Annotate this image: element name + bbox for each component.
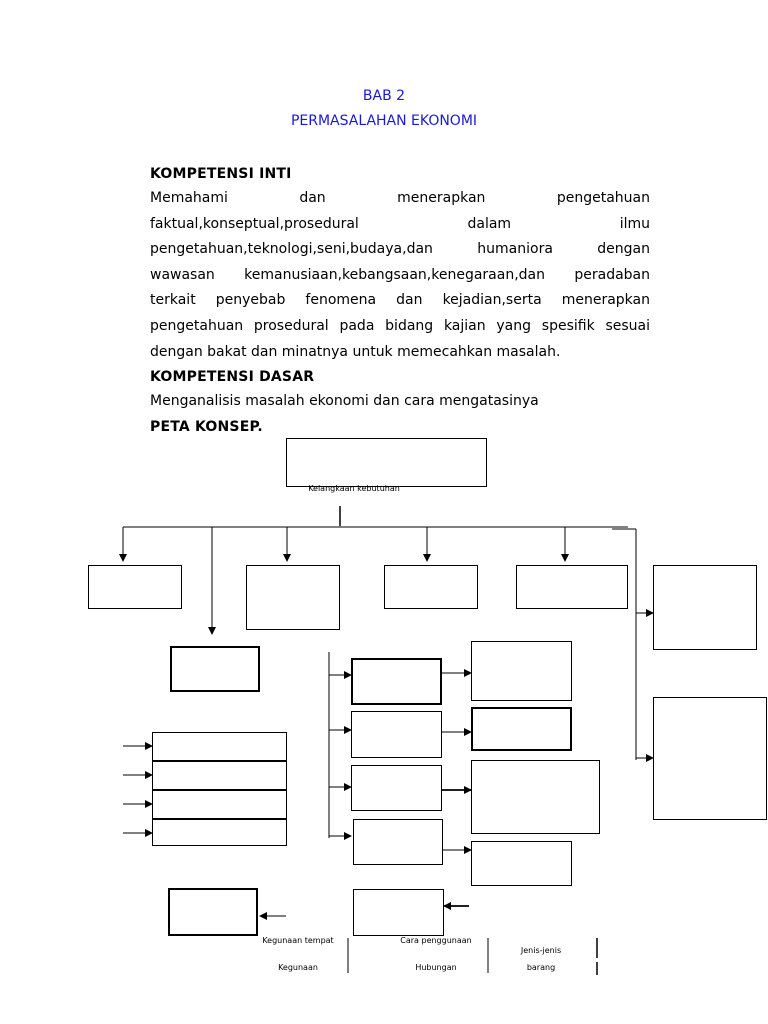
- concept-box: [471, 760, 600, 834]
- concept-box: [351, 711, 442, 758]
- concept-box: [168, 888, 258, 936]
- concept-box: [471, 641, 572, 701]
- chapter-title: PERMASALAHAN EKONOMI: [290, 113, 478, 129]
- paragraph-line: terkait penyebab fenomena dan kejadian,serta menerapkan: [150, 292, 650, 309]
- concept-box: [516, 565, 628, 609]
- label-barang: barang: [526, 963, 556, 972]
- concept-box: [246, 565, 340, 630]
- concept-box-root: [286, 438, 487, 487]
- kompetensi-dasar-text: Menganalisis masalah ekonomi dan cara mengatasinya: [150, 393, 539, 409]
- concept-box-stack: [152, 790, 287, 819]
- concept-box-stack: [152, 819, 287, 846]
- paragraph-line: wawasan kemanusiaan,kebangsaan,kenegaraan,dan peradaban: [150, 266, 650, 283]
- concept-box: [653, 565, 757, 650]
- concept-box: [471, 841, 572, 886]
- concept-box: [471, 707, 572, 751]
- kompetensi-dasar-heading: KOMPETENSI DASAR: [150, 369, 315, 385]
- paragraph-line: pengetahuan,teknologi,seni,budaya,dan humaniora dengan: [150, 241, 650, 258]
- concept-box: [384, 565, 478, 609]
- kompetensi-inti-heading: KOMPETENSI INTI: [150, 166, 292, 182]
- label-jenis-jenis: Jenis-jenis: [520, 946, 562, 955]
- chapter-number: BAB 2: [362, 88, 406, 104]
- paragraph-line: Memahami dan menerapkan pengetahuan: [150, 190, 650, 206]
- paragraph-line: faktual,konseptual,prosedural dalam ilmu: [150, 215, 650, 232]
- concept-box: [351, 765, 442, 811]
- concept-box: [653, 697, 767, 820]
- label-kegunaan: Kegunaan: [278, 963, 318, 972]
- root-label: Kelangkaan kebutuhan: [308, 485, 400, 493]
- label-kegunaan-tempat: Kegunaan tempat: [262, 936, 334, 945]
- concept-box: [170, 646, 260, 692]
- paragraph-line: pengetahuan prosedural pada bidang kajian yang spesifik sesuai: [150, 317, 650, 334]
- label-cara-penggunaan: Cara penggunaan: [400, 936, 472, 945]
- concept-box: [88, 565, 182, 609]
- concept-box: [353, 819, 443, 865]
- concept-box: [351, 658, 442, 705]
- label-hubungan: Hubungan: [415, 963, 457, 972]
- peta-konsep-heading: PETA KONSEP.: [150, 419, 263, 435]
- concept-box: [353, 889, 444, 936]
- concept-box-stack: [152, 761, 287, 790]
- paragraph-line: dengan bakat dan minatnya untuk memecahkan masalah.: [150, 343, 561, 360]
- concept-box-stack: [152, 732, 287, 761]
